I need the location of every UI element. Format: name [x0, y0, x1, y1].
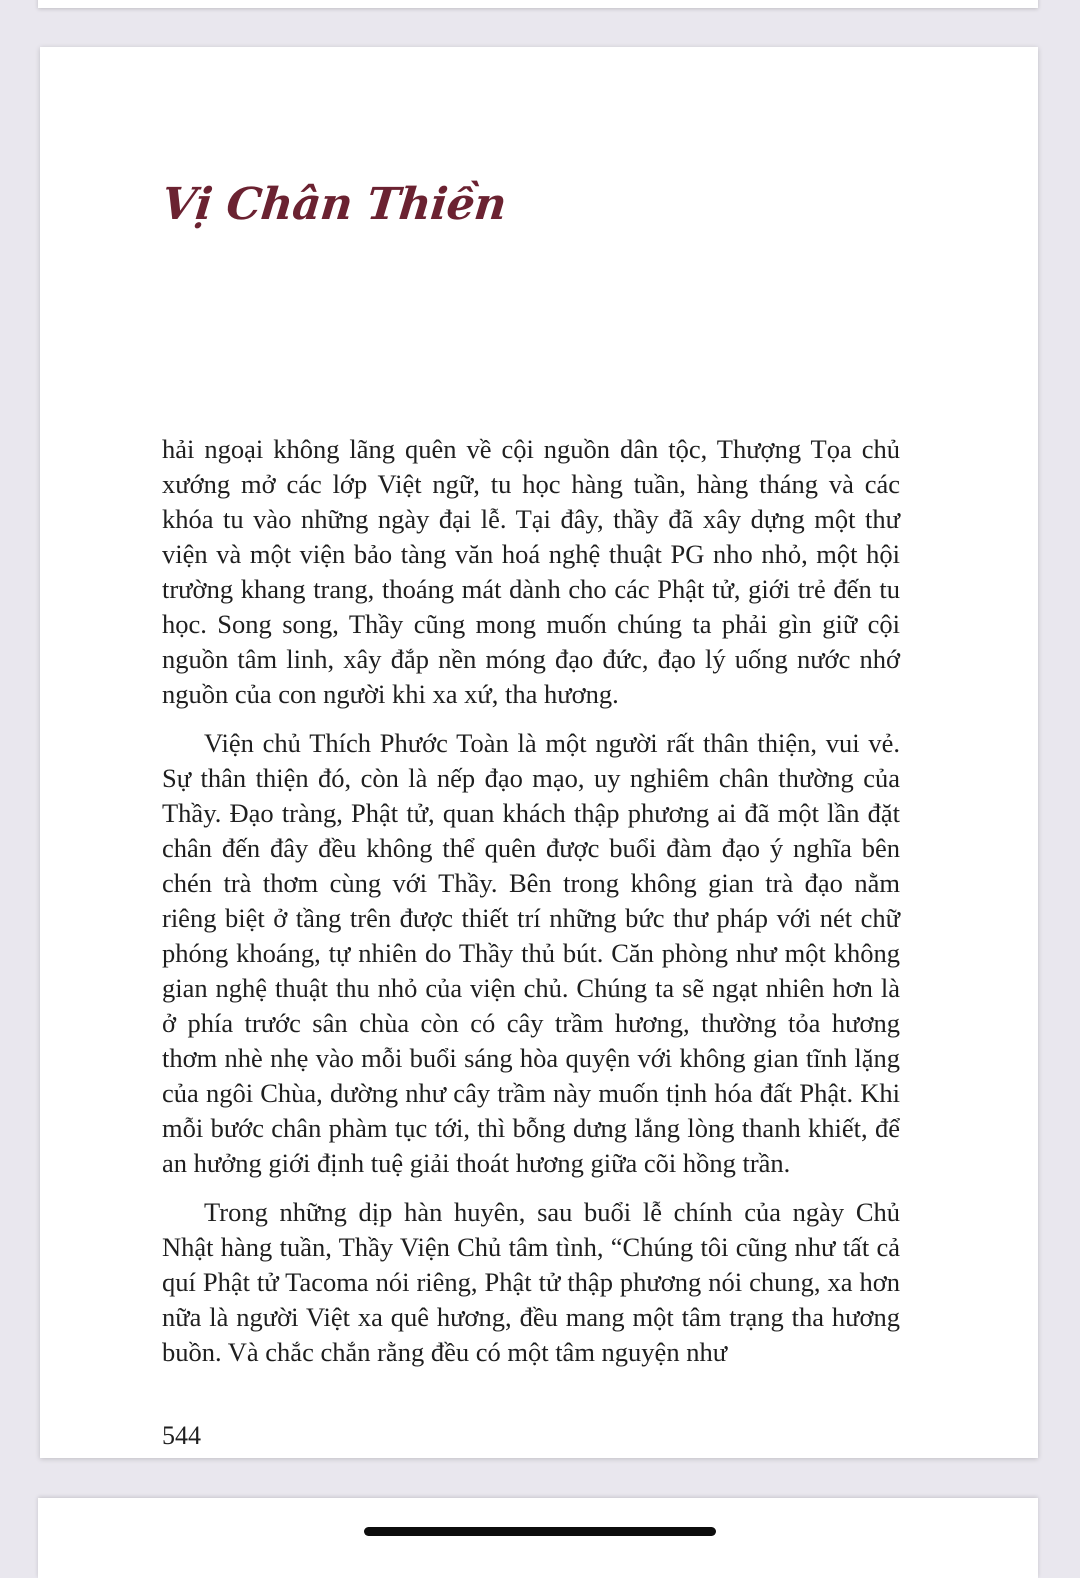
- next-page-edge: [38, 1498, 1038, 1578]
- paragraph-2: Viện chủ Thích Phước Toàn là một người rất thân thiện, vui vẻ. Sự thân thiện đó, còn là nếp đạo mạo, uy nghiêm chân thường của Thầy. Đạo tràng, Phật tử, quan khách thập phương ai đã một lần đặt chân đến đây đều không thể quên được buổi đàm đạo ý nghĩa bên chén trà thơm cùng với Thầy. Bên trong không gian trà đạo nằm riêng biệt ở tầng trên được thiết trí những bức thư pháp với nét chữ phóng khoáng, tự nhiên do Thầy thủ bút. Căn phòng như một không gian nghệ thuật thu nhỏ của viện chủ. Chúng ta sẽ ngạt nhiên hơn là ở phía trước sân chùa còn có cây trầm hương, thường tỏa hương thơm nhè nhẹ vào mỗi buổi sáng hòa quyện với không gian tĩnh lặng của ngôi Chùa, dường như cây trầm này muốn tịnh hóa đất Phật. Khi mỗi bước chân phàm tục tới, thì bỗng dưng lắng lòng thanh khiết, để an hưởng giới định tuệ giải thoát hương giữa cõi hồng trần.: [162, 728, 900, 1178]
- page-number: 544: [162, 1421, 201, 1450]
- paragraph-1: hải ngoại không lãng quên về cội nguồn dân tộc, Thượng Tọa chủ xướng mở các lớp Việt ngữ, tu học hàng tuần, hàng tháng và các khóa tu vào những ngày đại lễ. Tại đây, thầy đã xây dựng một thư viện và một viện bảo tàng văn hoá nghệ thuật PG nho nhỏ, một hội trường khang trang, thoáng mát dành cho các Phật tử, giới trẻ đến tu học. Song song, Thầy cũng mong muốn chúng ta phải gìn giữ cội nguồn tâm linh, xây đắp nền móng đạo đức, đạo lý uống nước nhớ nguồn của con người khi xa xứ, tha hương.: [162, 434, 900, 709]
- home-indicator-bar[interactable]: [364, 1527, 716, 1536]
- running-header-title: Vị Chân Thiền: [159, 179, 509, 230]
- paragraph-3: Trong những dịp hàn huyên, sau buổi lễ chính của ngày Chủ Nhật hàng tuần, Thầy Viện Chủ tâm tình, “Chúng tôi cũng như tất cả quí Phật tử Tacoma nói riêng, Phật tử thập phương nói chung, xa hơn nữa là người Việt xa quê hương, đều mang một tâm trạng tha hương buồn. Và chắc chắn rằng đều có một tâm nguyện như: [162, 1197, 900, 1367]
- previous-page-edge: [38, 0, 1038, 8]
- book-page: [40, 47, 1038, 1458]
- body-text: [162, 432, 900, 1384]
